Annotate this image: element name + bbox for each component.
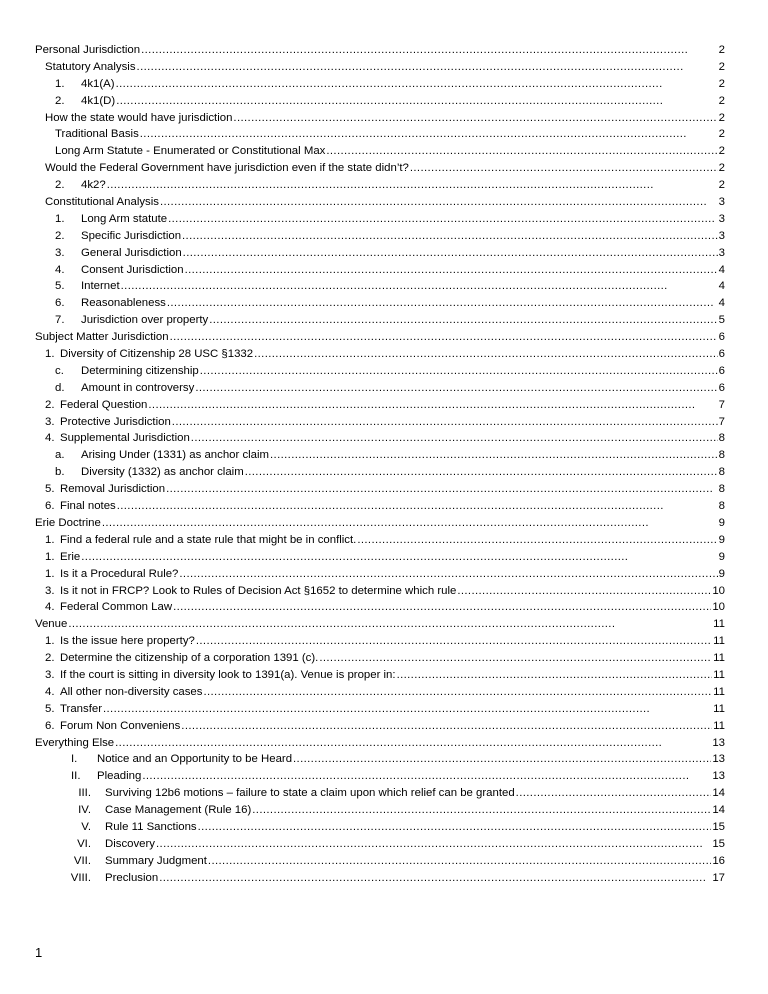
toc-entry-page: 8 (718, 483, 725, 496)
toc-entry[interactable] (35, 380, 725, 397)
toc-entry-number: 2. (55, 229, 65, 242)
dot-leader (191, 430, 718, 447)
toc-entry[interactable] (35, 464, 725, 481)
toc-entry-title: Case Management (Rule 16) (105, 804, 252, 817)
toc-entry[interactable] (35, 363, 725, 380)
toc-entry-page: 11 (713, 618, 725, 631)
dot-leader (179, 566, 717, 583)
toc-entry[interactable] (35, 126, 725, 143)
toc-entry-number: II. (71, 770, 81, 783)
toc-entry[interactable] (35, 312, 725, 329)
dot-leader (103, 701, 712, 718)
toc-entry-number: 4. (45, 685, 55, 698)
dot-leader (137, 59, 718, 76)
dot-leader (115, 735, 711, 752)
toc-entry-number: VIII. (70, 871, 91, 884)
dot-leader (170, 329, 718, 346)
dot-leader (172, 414, 718, 431)
dot-leader (107, 177, 718, 194)
dot-leader (198, 819, 712, 836)
toc-entry[interactable] (35, 785, 725, 802)
toc-entry-title: Summary Judgment (105, 854, 207, 867)
toc-entry-page: 2 (718, 162, 725, 175)
toc-entry-page: 9 (718, 516, 725, 529)
toc-entry-page: 3 (718, 246, 725, 259)
toc-entry-page: 8 (718, 432, 725, 445)
toc-entry-title: Federal Question (60, 398, 148, 411)
toc-entry-page: 2 (718, 94, 725, 107)
toc-entry-page: 8 (718, 449, 725, 462)
toc-entry[interactable] (35, 633, 725, 650)
toc-entry-title: Long Arm statute (81, 212, 168, 225)
toc-entry-number: I. (71, 753, 78, 766)
dot-leader (183, 245, 718, 262)
dot-leader (410, 160, 718, 177)
toc-entry-title: Specific Jurisdiction (81, 229, 182, 242)
dot-leader (116, 76, 718, 93)
toc-entry-title: Everything Else (35, 736, 115, 749)
toc-entry[interactable] (35, 819, 725, 836)
toc-entry-page: 14 (712, 787, 725, 800)
toc-entry-number: d. (55, 381, 65, 394)
toc-entry-number: 2. (55, 179, 65, 192)
toc-entry-title: Surviving 12b6 motions – failure to state a claim upon which relief can be granted (105, 787, 515, 800)
dot-leader (182, 228, 718, 245)
toc-entry-number: 5. (45, 483, 55, 496)
toc-entry[interactable] (35, 110, 725, 127)
toc-entry-title: Is the issue here property? (60, 635, 195, 648)
toc-entry-title: 4k2? (81, 179, 106, 192)
toc-entry[interactable] (35, 245, 725, 262)
toc-entry[interactable] (35, 616, 725, 633)
toc-entry-title: Pleading (97, 770, 142, 783)
toc-entry-title: Final notes (60, 500, 116, 513)
toc-entry[interactable] (35, 515, 725, 532)
toc-entry-page: 11 (713, 702, 725, 715)
toc-entry-number: IV. (78, 804, 91, 817)
toc-entry-page: 2 (718, 128, 725, 141)
dot-leader (148, 397, 717, 414)
toc-entry-title: Find a federal rule and a state rule that might be in conflict. (60, 533, 357, 546)
dot-leader (121, 278, 718, 295)
toc-entry-title: Diversity (1332) as anchor claim (81, 466, 244, 479)
dot-leader (116, 93, 717, 110)
toc-entry-page: 6 (718, 331, 725, 344)
toc-entry-title: All other non-diversity cases (60, 685, 203, 698)
toc-entry-title: Would the Federal Government have jurisdiction even if the state didn’t? (45, 162, 409, 175)
dot-leader (252, 802, 711, 819)
toc-entry-title: Determine the citizenship of a corporation 1391 (c). (60, 652, 319, 665)
toc-entry-title: Erie Doctrine (35, 516, 101, 529)
toc-entry[interactable] (35, 211, 725, 228)
dot-leader (156, 836, 711, 853)
toc-entry-title: Constitutional Analysis (45, 196, 159, 209)
toc-entry-title: Removal Jurisdiction (60, 483, 166, 496)
toc-entry-number: 7. (55, 314, 65, 327)
toc-entry[interactable] (35, 566, 725, 583)
toc-entry-title: Subject Matter Jurisdiction (35, 331, 169, 344)
toc-entry-title: 4k1(D) (81, 94, 116, 107)
toc-entry[interactable] (35, 802, 725, 819)
toc-entry[interactable] (35, 498, 725, 515)
toc-entry[interactable] (35, 228, 725, 245)
page-number: 1 (35, 945, 43, 960)
toc-entry-page: 2 (718, 145, 725, 158)
dot-leader (209, 312, 717, 329)
toc-entry-number: 3. (55, 246, 65, 259)
toc-entry[interactable] (35, 768, 725, 785)
toc-entry-page: 13 (712, 753, 725, 766)
toc-entry-title: Personal Jurisdiction (35, 44, 141, 56)
toc-entry-page: 9 (718, 533, 725, 546)
toc-entry-number: 1. (55, 77, 65, 90)
dot-leader (233, 110, 717, 127)
toc-entry-title: Long Arm Statute - Enumerated or Constitutional Max (55, 145, 326, 158)
dot-leader (195, 380, 717, 397)
toc-entry-number: 1. (45, 550, 55, 563)
toc-entry[interactable] (35, 278, 725, 295)
dot-leader (173, 599, 711, 616)
dot-leader (208, 853, 711, 870)
toc-entry-number: VI. (77, 837, 91, 850)
dot-leader (159, 870, 711, 887)
toc-entry-title: Transfer (60, 702, 102, 715)
toc-entry-page: 15 (712, 820, 725, 833)
toc-entry-title: Preclusion (105, 871, 159, 884)
toc-entry-number: c. (55, 364, 64, 377)
toc-entry-title: Discovery (105, 837, 156, 850)
toc-entry[interactable] (35, 735, 725, 752)
toc-entry[interactable] (35, 718, 725, 735)
toc-entry-number: 6. (55, 297, 65, 310)
toc-entry-page: 10 (712, 584, 725, 597)
toc-entry[interactable] (35, 447, 725, 464)
toc-entry-number: 4. (45, 601, 55, 614)
toc-entry-number: 3. (45, 668, 55, 681)
toc-entry-page: 3 (718, 196, 725, 209)
dot-leader (142, 768, 711, 785)
toc-entry-number: b. (55, 466, 65, 479)
toc-entry-title: Amount in controversy (81, 381, 195, 394)
toc-entry-number: 3. (45, 415, 55, 428)
toc-entry-page: 11 (713, 685, 725, 698)
toc-entry[interactable] (35, 194, 725, 211)
toc-entry-page: 11 (713, 635, 725, 648)
toc-entry-page: 4 (718, 297, 725, 310)
toc-entry-title: Rule 11 Sanctions (105, 820, 197, 833)
toc-entry-page: 6 (718, 364, 725, 377)
toc-entry[interactable] (35, 684, 725, 701)
toc-entry-title: Is it a Procedural Rule? (60, 567, 179, 580)
dot-leader (167, 295, 718, 312)
dot-leader (254, 346, 718, 363)
toc-entry-page: 13 (712, 770, 725, 783)
toc-entry[interactable] (35, 599, 725, 616)
dot-leader (81, 549, 717, 566)
toc-entry[interactable] (35, 329, 725, 346)
toc-entry[interactable] (35, 262, 725, 279)
dot-leader (140, 126, 718, 143)
toc-entry-page: 13 (712, 736, 725, 749)
toc-entry[interactable] (35, 93, 725, 110)
toc-entry-title: Notice and an Opportunity to be Heard (97, 753, 293, 766)
toc-entry[interactable] (35, 650, 725, 667)
toc-entry-number: 2. (45, 652, 55, 665)
toc-entry-number: 2. (55, 94, 65, 107)
toc-entry-number: 1. (45, 635, 55, 648)
toc-entry-page: 9 (718, 567, 725, 580)
toc-entry-number: 1. (55, 212, 65, 225)
toc-entry-title: Supplemental Jurisdiction (60, 432, 190, 445)
dot-leader (102, 515, 718, 532)
toc-entry-page: 17 (712, 871, 725, 884)
toc-entry-number: 1. (45, 348, 55, 361)
toc-entry-number: 6. (45, 719, 55, 732)
toc-entry-number: VII. (73, 854, 91, 867)
toc-entry-page: 3 (718, 212, 725, 225)
toc-entry-number: V. (81, 820, 91, 833)
toc-entry-title: Determining citizenship (81, 364, 199, 377)
toc-entry-title: Is it not in FRCP? Look to Rules of Decision Act §1652 to determine which rule (60, 584, 457, 597)
dot-leader (160, 194, 718, 211)
toc-entry-page: 2 (718, 60, 725, 73)
toc-entry-title: Internet (81, 280, 120, 293)
toc-entry[interactable] (35, 160, 725, 177)
dot-leader (203, 684, 712, 701)
toc-entry[interactable] (35, 667, 725, 684)
dot-leader (185, 262, 718, 279)
dot-leader (245, 464, 718, 481)
toc-entry[interactable] (35, 295, 725, 312)
toc-entry-title: Federal Common Law (60, 601, 173, 614)
toc-entry-number: 1. (45, 567, 55, 580)
toc-entry[interactable] (35, 414, 725, 431)
toc-entry[interactable] (35, 532, 725, 549)
toc-entry-page: 3 (718, 229, 725, 242)
toc-entry[interactable] (35, 583, 725, 600)
toc-entry-page: 2 (718, 111, 725, 124)
toc-entry-title: Traditional Basis (55, 128, 139, 141)
dot-leader (68, 616, 712, 633)
toc-entry-number: 5. (45, 702, 55, 715)
toc-entry[interactable] (35, 430, 725, 447)
toc-entry-number: III. (78, 787, 91, 800)
toc-entry-title: Reasonableness (81, 297, 166, 310)
toc-entry-page: 10 (712, 601, 725, 614)
toc-entry-number: 4. (45, 432, 55, 445)
toc-entry[interactable] (35, 346, 725, 363)
toc-entry[interactable] (35, 836, 725, 853)
toc-entry-page: 11 (713, 652, 725, 665)
toc-entry-title: Protective Jurisdiction (60, 415, 171, 428)
toc-entry-page: 4 (718, 280, 725, 293)
dot-leader (181, 718, 712, 735)
dot-leader (319, 650, 712, 667)
toc-entry[interactable] (35, 177, 725, 194)
toc-entry-title: Forum Non Conveniens (60, 719, 181, 732)
toc-entry-title: Statutory Analysis (45, 60, 136, 73)
dot-leader (457, 583, 711, 600)
toc-entry-page: 2 (718, 77, 725, 90)
toc-entry-number: 5. (55, 280, 65, 293)
toc-entry-number: 4. (55, 263, 65, 276)
toc-entry-number: 3. (45, 584, 55, 597)
toc-entry-number: 2. (45, 398, 55, 411)
toc-entry[interactable] (35, 853, 725, 870)
toc-entry-title: Jurisdiction over property (81, 314, 209, 327)
toc-entry-page: 7 (718, 398, 725, 411)
toc-entry-page: 9 (718, 550, 725, 563)
table-of-contents (35, 42, 725, 887)
toc-entry[interactable] (35, 751, 725, 768)
toc-entry-title: Diversity of Citizenship 28 USC §1332 (60, 348, 254, 361)
dot-leader (196, 633, 712, 650)
toc-entry[interactable] (35, 143, 725, 160)
toc-entry-page: 5 (718, 314, 725, 327)
dot-leader (141, 42, 718, 59)
toc-entry-page: 15 (712, 837, 725, 850)
dot-leader (293, 751, 711, 768)
toc-entry[interactable] (35, 549, 725, 566)
toc-entry-number: a. (55, 449, 65, 462)
toc-entry-page: 14 (712, 804, 725, 817)
toc-entry[interactable] (35, 397, 725, 414)
toc-entry-page: 2 (718, 179, 725, 192)
toc-entry[interactable] (35, 42, 725, 59)
toc-entry[interactable] (35, 59, 725, 76)
dot-leader (516, 785, 712, 802)
toc-entry-page: 11 (713, 719, 725, 732)
dot-leader (397, 667, 713, 684)
dot-leader (357, 532, 717, 549)
toc-entry-page: 7 (718, 415, 725, 428)
toc-entry-title: If the court is sitting in diversity look to 1391(a). Venue is proper in: (60, 668, 396, 681)
toc-entry-page: 8 (718, 500, 725, 513)
toc-entry-page: 8 (718, 466, 725, 479)
toc-entry-title: Arising Under (1331) as anchor claim (81, 449, 270, 462)
toc-entry-number: 1. (45, 533, 55, 546)
toc-entry[interactable] (35, 870, 725, 887)
toc-entry-title: 4k1(A) (81, 77, 115, 90)
toc-entry-page: 2 (718, 44, 725, 56)
dot-leader (166, 481, 718, 498)
toc-entry[interactable] (35, 481, 725, 498)
toc-entry-page: 16 (712, 854, 725, 867)
toc-entry-page: 4 (718, 263, 725, 276)
dot-leader (117, 498, 718, 515)
toc-entry-number: 6. (45, 500, 55, 513)
dot-leader (270, 447, 718, 464)
toc-entry-page: 6 (718, 381, 725, 394)
toc-entry-page: 6 (718, 348, 725, 361)
dot-leader (200, 363, 718, 380)
toc-entry-title: How the state would have jurisdiction (45, 111, 233, 124)
dot-leader (168, 211, 718, 228)
toc-entry-title: Erie (60, 550, 81, 563)
toc-entry-page: 11 (713, 668, 725, 681)
toc-entry-title: Consent Jurisdiction (81, 263, 184, 276)
toc-entry-title: Venue (35, 618, 68, 631)
dot-leader (326, 143, 717, 160)
toc-entry[interactable] (35, 701, 725, 718)
toc-entry[interactable] (35, 76, 725, 93)
toc-entry-title: General Jurisdiction (81, 246, 182, 259)
